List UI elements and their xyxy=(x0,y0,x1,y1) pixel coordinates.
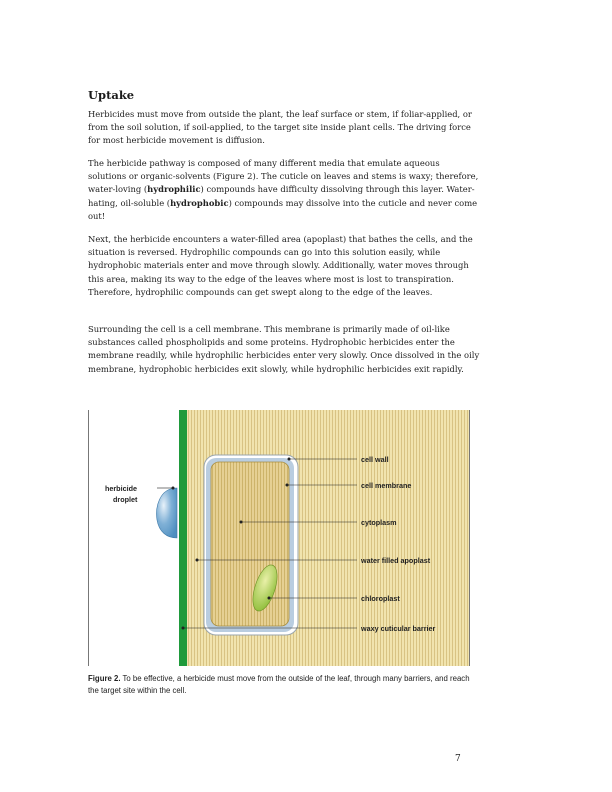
paragraph-text: Next, the herbicide encounters a water-filled area (apoplast) that bathes the cells, and the situation is reversed. Hydrophilic compounds can go into this solution easily, while hydrophobic materials enter and move through slowly. Additionally, water moves through this area, making its way to the edge of the leaves where most is lost to transpiration. Therefore, hydrophilic compounds can get swept along to the edge of the leaves. xyxy=(88,234,473,297)
section-heading: Uptake xyxy=(88,88,135,102)
label-cuticle: waxy cuticular barrier xyxy=(361,624,436,633)
figure-caption-text: To be effective, a herbicide must move from the outside of the leaf, through many barriers, and reach the target site within the cell. xyxy=(88,674,470,695)
figure-caption xyxy=(88,673,480,696)
label-cell-membrane: cell membrane xyxy=(361,481,412,490)
cell-diagram xyxy=(89,410,469,666)
paragraph-3 xyxy=(88,233,480,299)
label-cytoplasm: cytoplasm xyxy=(361,518,397,527)
paragraph-text: Herbicides must move from outside the plant, the leaf surface or stem, if foliar-applied, or from the soil solution, if soil-applied, to the target site inside plant cells. The driving force for most herbicide movement is diffusion. xyxy=(88,109,472,146)
label-apoplast: water filled apoplast xyxy=(361,556,431,565)
paragraph-1 xyxy=(88,108,480,148)
label-cell-wall: cell wall xyxy=(361,455,389,464)
paragraph-4 xyxy=(88,323,480,376)
paragraph-text: The herbicide pathway is composed of many different media that emulate aqueous solutions or organic-solvents (Figure 2). The cuticle on leaves and stems is waxy; therefore, water-loving ( xyxy=(88,158,479,195)
figure-2 xyxy=(88,410,470,666)
page-number: 7 xyxy=(455,754,461,764)
label-herbicide-line1: herbicide xyxy=(105,484,137,493)
bold-term: hydrophilic xyxy=(147,184,201,195)
label-herbicide-line2: droplet xyxy=(113,495,138,504)
cytoplasm xyxy=(211,462,289,626)
paragraph-text: ) compounds may dissolve into the cuticle and never come out! xyxy=(88,197,478,221)
paragraph-text: ) compounds have difficulty dissolving through this layer. Water-hating, oil-soluble ( xyxy=(88,184,475,208)
label-chloroplast: chloroplast xyxy=(361,594,400,603)
herbicide-droplet xyxy=(157,488,177,538)
paragraph-text: Surrounding the cell is a cell membrane. This membrane is primarily made of oil-like substances called phospholipids and some proteins. Hydrophobic herbicides enter the membrane readily, while hydrophilic herbicides enter very slowly. Once dissolved in the oily membrane, hydrophobic herbicides exit slowly, while hydrophilic herbicides exit rapidly. xyxy=(88,324,480,374)
figure-caption-label: Figure 2. xyxy=(88,674,121,683)
bold-term: hydrophobic xyxy=(170,197,229,208)
paragraph-2 xyxy=(88,157,480,223)
